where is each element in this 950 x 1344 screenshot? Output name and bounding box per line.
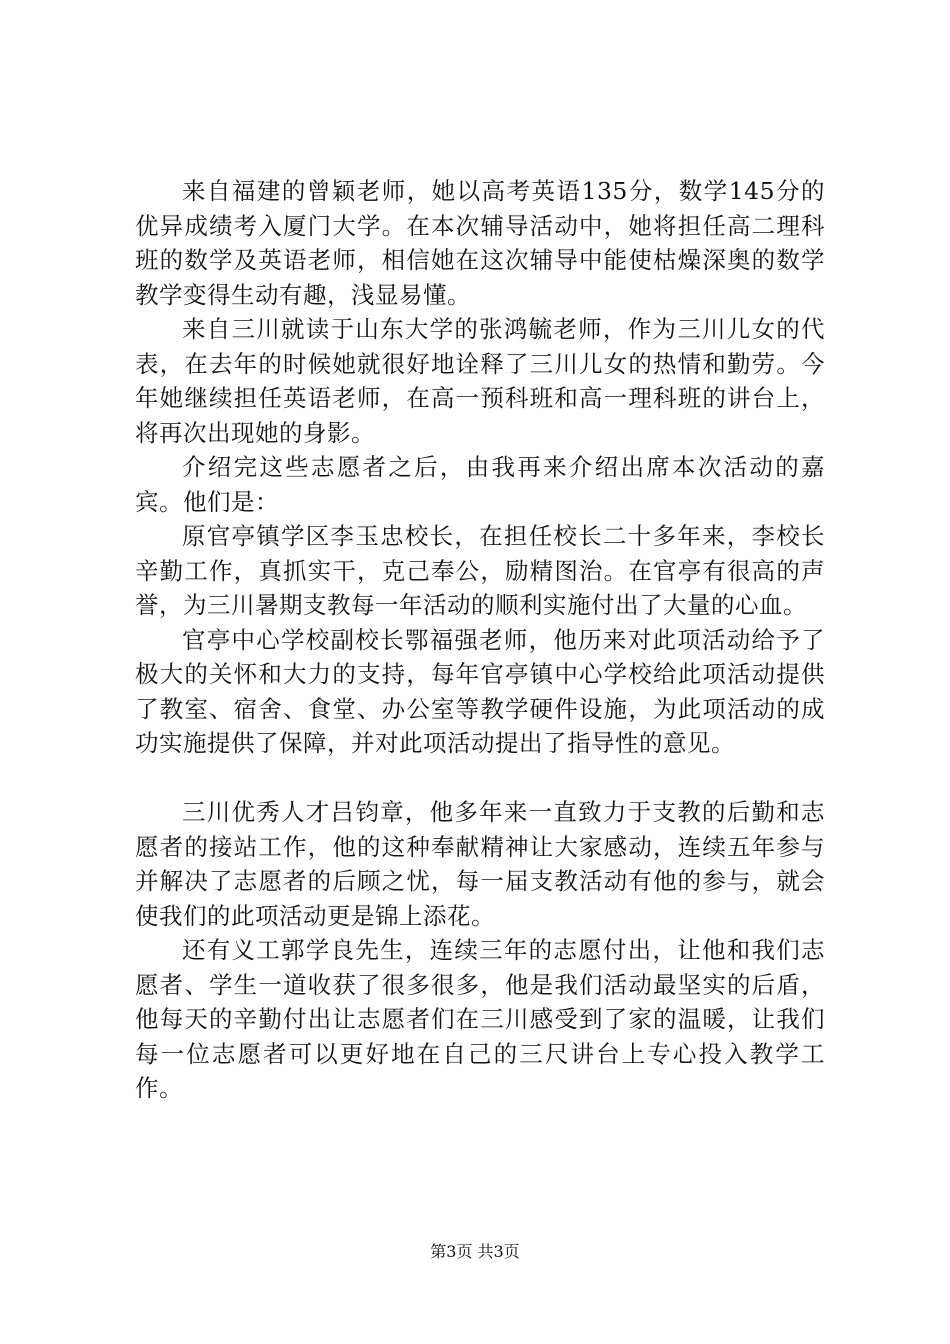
paragraph-guest-intro: 介绍完这些志愿者之后，由我再来介绍出席本次活动的嘉宾。他们是： bbox=[135, 453, 825, 516]
document-body bbox=[135, 174, 825, 1106]
paragraph-teacher-zhang-hongyu: 来自三川就读于山东大学的张鸿毓老师，作为三川儿女的代表，在去年的时候她就很好地诠释了三川儿女的热情和勤劳。今年她继续担任英语老师，在高一预科班和高一理科班的讲台上，将再次出现她的身影。 bbox=[135, 315, 825, 447]
paragraph-guo-xueliang: 还有义工郭学良先生，连续三年的志愿付出，让他和我们志愿者、学生一道收获了很多很多，他是我们活动最坚实的后盾，他每天的辛勤付出让志愿者们在三川感受到了家的温暖，让我们每一位志愿者可以更好地在自己的三尺讲台上专心投入教学工作。 bbox=[135, 936, 825, 1102]
paragraph-teacher-zeng-ying: 来自福建的曾颖老师，她以高考英语135分，数学145分的优异成绩考入厦门大学。在本次辅导活动中，她将担任高二理科班的数学及英语老师，相信她在这次辅导中能使枯燥深奥的数学教学变得生动有趣，浅显易懂。 bbox=[135, 177, 825, 309]
paragraph-vice-principal-e-fuqiang: 官亭中心学校副校长鄂福强老师，他历来对此项活动给予了极大的关怀和大力的支持，每年官亭镇中心学校给此项活动提供了教室、宿舍、食堂、办公室等教学硬件设施，为此项活动的成功实施提供了保障，并对此项活动提出了指导性的意见。 bbox=[135, 625, 825, 757]
paragraph-gap bbox=[135, 761, 825, 796]
paragraph-principal-li-yuzhong: 原官亭镇学区李玉忠校长，在担任校长二十多年来，李校长辛勤工作，真抓实干，克己奉公，励精图治。在官亭有很高的声誉，为三川暑期支教每一年活动的顺利实施付出了大量的心血。 bbox=[135, 522, 825, 619]
paragraph-lv-junzhang: 三川优秀人才吕钧章，他多年来一直致力于支教的后勤和志愿者的接站工作，他的这种奉献精神让大家感动，连续五年参与并解决了志愿者的后顾之忧，每一届支教活动有他的参与，就会使我们的此项活动更是锦上添花。 bbox=[135, 798, 825, 930]
page-number-footer: 第3页 共3页 bbox=[430, 1242, 520, 1261]
